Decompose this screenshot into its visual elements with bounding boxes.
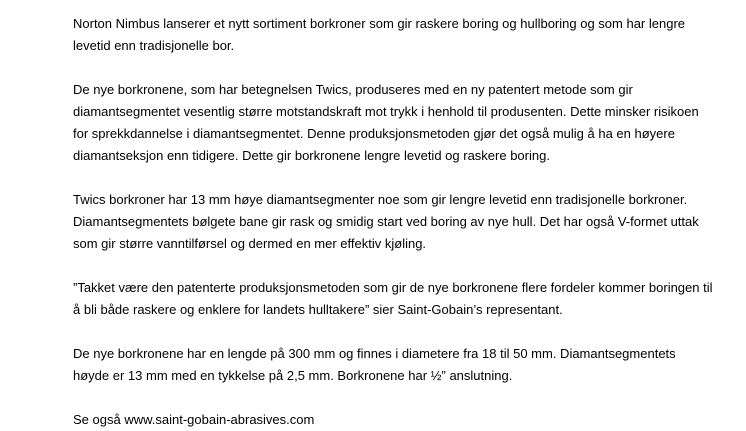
paragraph-quote: ”Takket være den patenterte produksjonsmetoden som gir de nye borkronene flere fordeler kommer boringen til å bli både raskere og enklere for landets hulltakere” sier Saint-Gobain’s representant. bbox=[73, 280, 713, 317]
paragraph-see-also: Se også www.saint-gobain-abrasives.com bbox=[73, 412, 315, 427]
paragraph-twics-method: De nye borkronene, som har betegnelsen Twics, produseres med en ny patentert metode som gir diamantsegmentet vesentlig større motstandskraft mot trykk i henhold til produsenten. Dette minsker risikoen for sprekkdannelse i diamantsegmentet. Denne produksjonsmetoden gjør det også mulig å ha en høyere diamantseksjon enn tidigere. Dette gir borkronene lengre levetid og raskere boring. bbox=[73, 82, 699, 163]
paragraph-intro: Norton Nimbus lanserer et nytt sortiment borkroner som gir raskere boring og hullboring og som har lengre levetid enn tradisjonelle bor. bbox=[73, 16, 686, 53]
paragraph-dimensions: De nye borkronene har en lengde på 300 mm og finnes i diametere fra 18 til 50 mm. Diamantsegmentets høyde er 13 mm med en tykkelse på 2,5 mm. Borkronene har ½” anslutning. bbox=[73, 346, 676, 383]
paragraph-twics-segments: Twics borkroner har 13 mm høye diamantsegmenter noe som gir lengre levetid enn tradisjonelle borkroner. Diamantsegmentets bølgete bane gir rask og smidig start ved boring av nye hull. Det har også V-formet uttak som gir større vanntilførsel og dermed en mer effektiv kjøling. bbox=[73, 192, 699, 251]
document-body bbox=[73, 13, 713, 431]
